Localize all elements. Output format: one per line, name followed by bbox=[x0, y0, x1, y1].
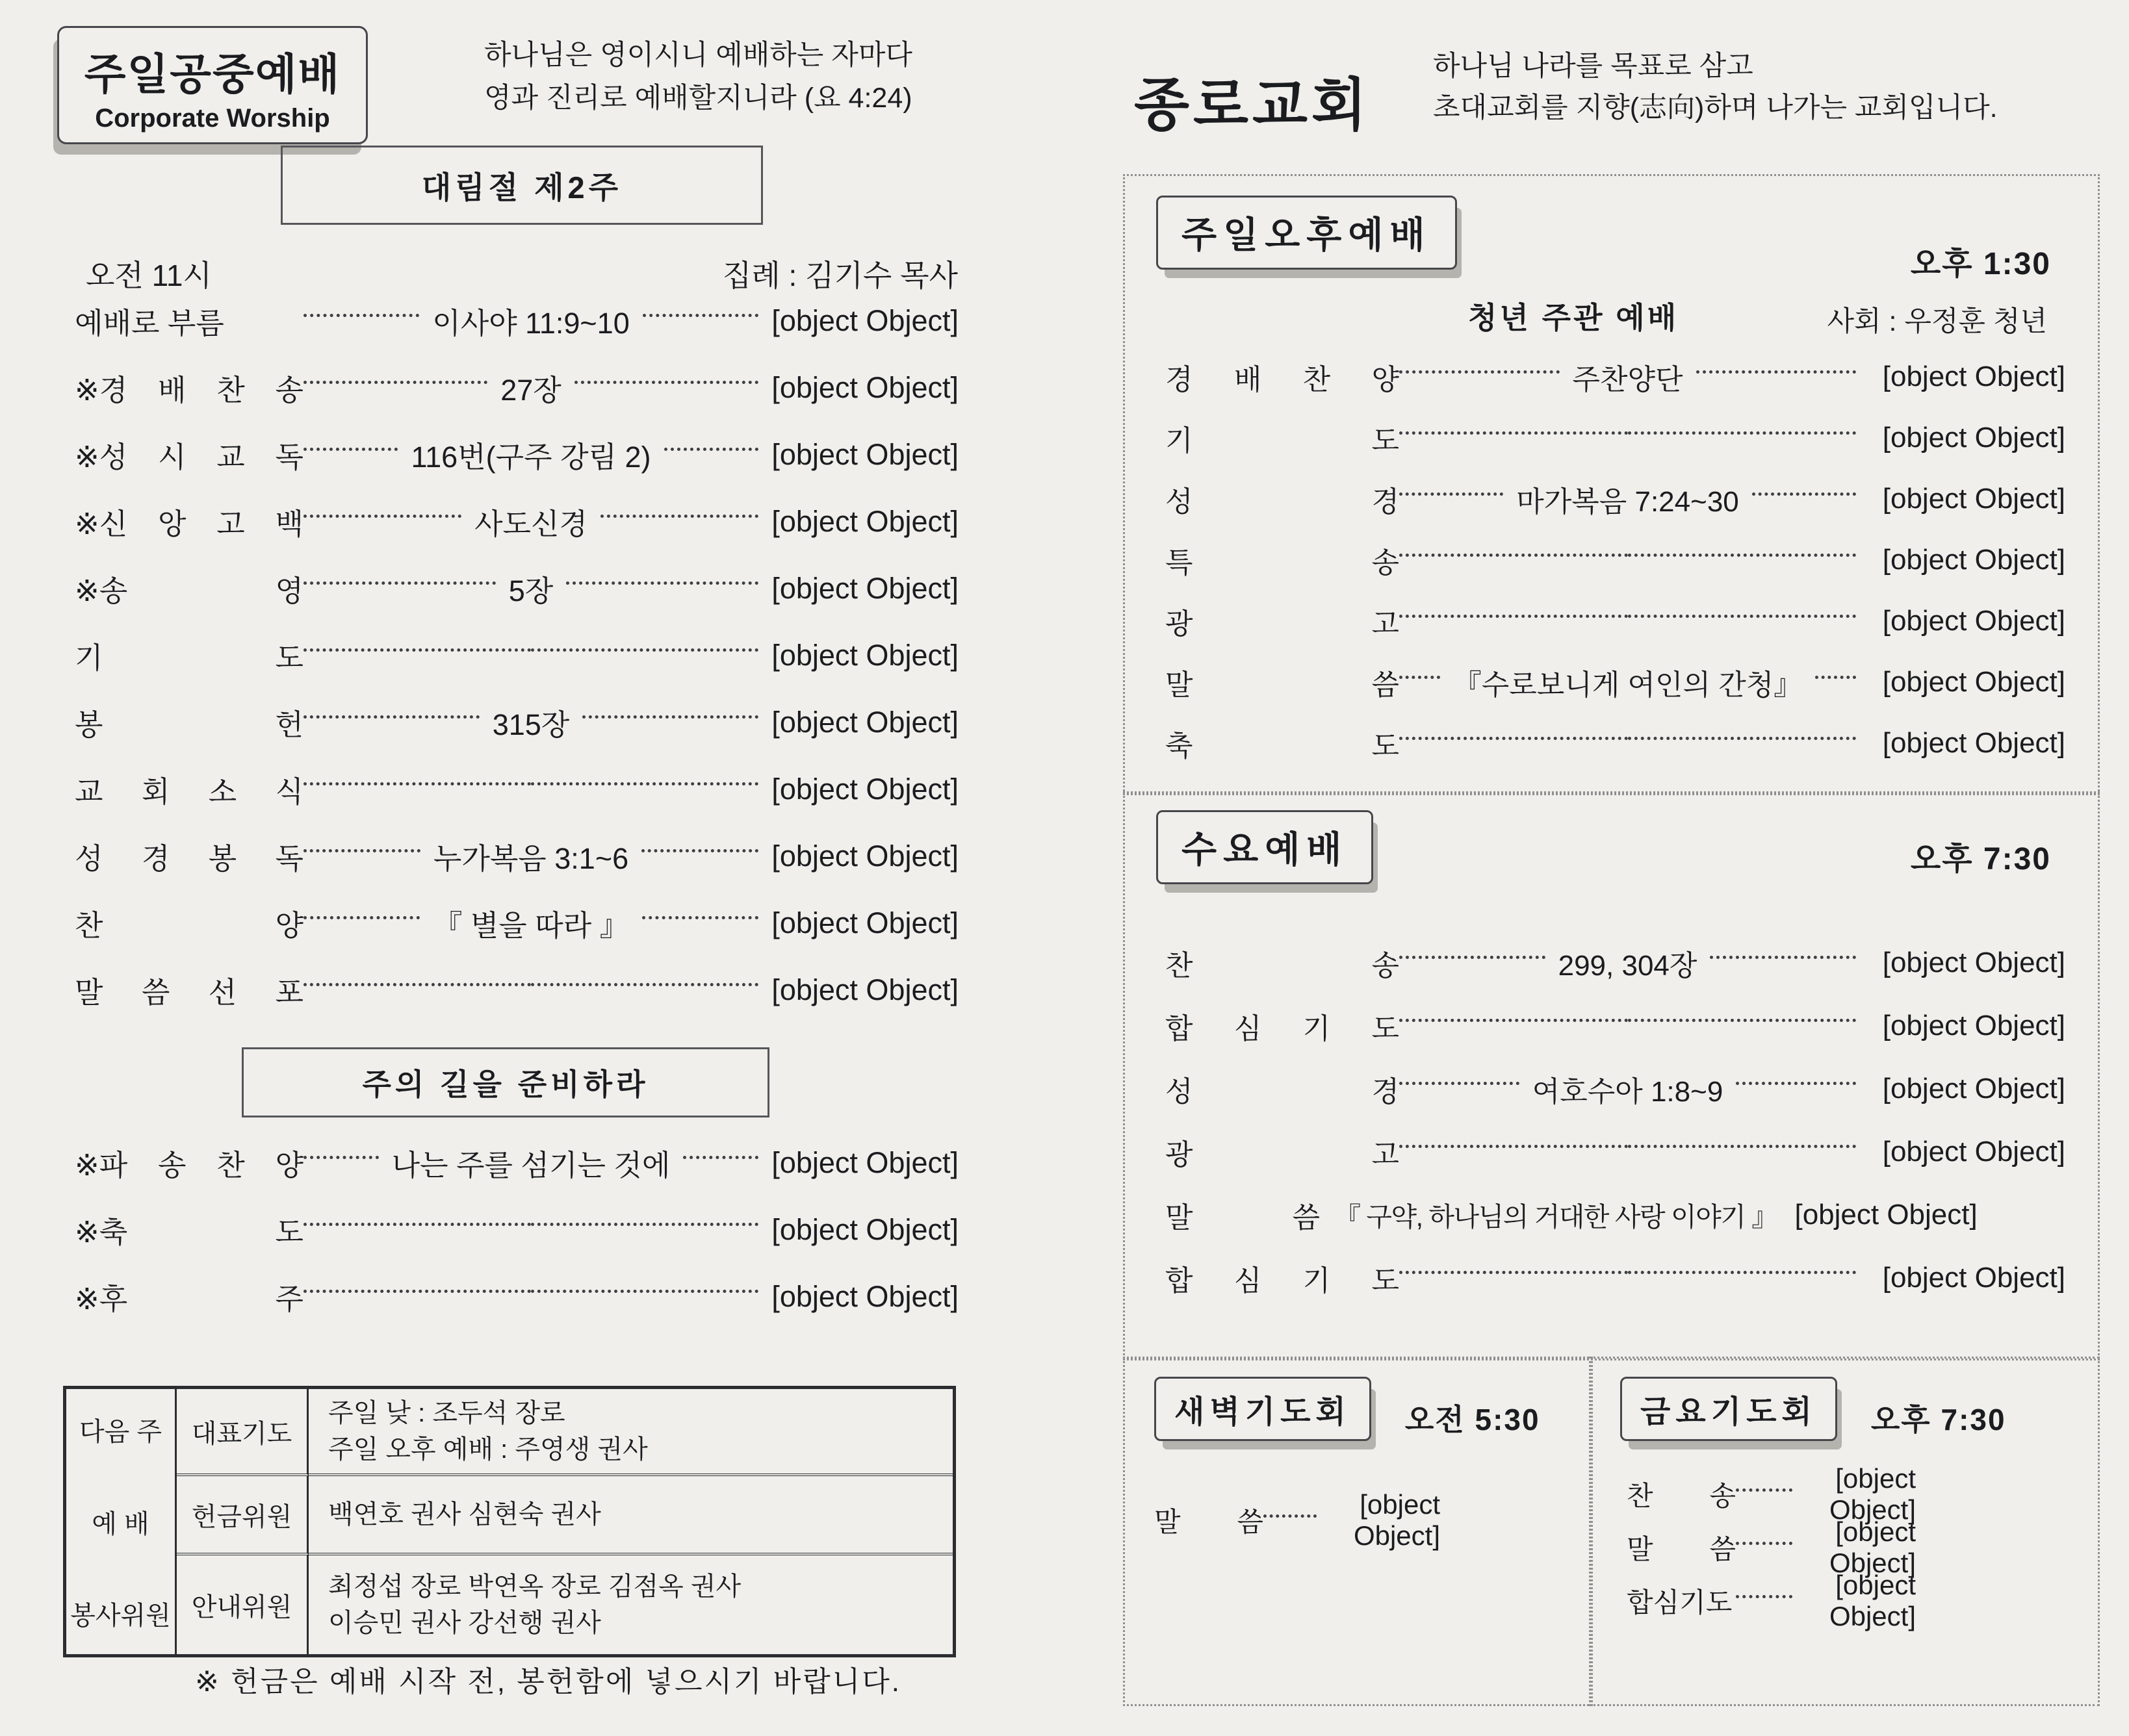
committee-members bbox=[309, 1476, 953, 1555]
order-row bbox=[1165, 1246, 2065, 1309]
order-row bbox=[1165, 468, 2065, 530]
order-content: 이사야 11:9~10 bbox=[432, 307, 630, 340]
committee-header-line: 다음 주 bbox=[79, 1418, 162, 1446]
order-person: [object Object] bbox=[771, 571, 959, 605]
dawn-prayer-time: 오전 5:30 bbox=[1404, 1403, 1540, 1436]
leader-dots bbox=[303, 648, 531, 652]
leader-dots bbox=[1736, 1542, 1792, 1545]
offering-footnote: ※ 헌금은 예배 시작 전, 봉헌함에 넣으시기 바랍니다. bbox=[195, 1666, 901, 1698]
order-person: [object Object] bbox=[1882, 1261, 2065, 1294]
order-person: [object Object] bbox=[1882, 1135, 2065, 1168]
friday-prayer-badge: 금요기도회 bbox=[1620, 1377, 1837, 1441]
committee-header-line: 예 배 bbox=[92, 1509, 149, 1538]
motto-line-2: 초대교회를 지향(志向)하며 나가는 교회입니다. bbox=[1433, 92, 1998, 123]
order-content: 나는 주를 섬기는 것에 bbox=[391, 1149, 671, 1182]
leader-dots bbox=[303, 515, 461, 518]
order-person: [object Object] bbox=[1882, 1072, 2066, 1104]
order-person: [object Object] bbox=[1882, 605, 2065, 637]
wednesday-service-badge: 수요예배 bbox=[1156, 810, 1373, 884]
order-row bbox=[1165, 652, 2065, 713]
leader-dots bbox=[1399, 554, 1628, 557]
leader-dots bbox=[1736, 1488, 1792, 1492]
committee-members bbox=[309, 1389, 953, 1476]
leader-dots bbox=[641, 849, 758, 852]
friday-prayer-time: 오후 7:30 bbox=[1870, 1403, 2006, 1436]
order-label: 기 도 bbox=[1165, 425, 1399, 457]
order-row bbox=[1165, 1057, 2065, 1120]
leader-dots bbox=[531, 648, 758, 652]
order-person: [object Object] bbox=[1829, 1463, 1916, 1525]
order-person: [object Object] bbox=[1882, 422, 2065, 453]
order-row bbox=[75, 889, 959, 956]
leader-dots bbox=[1628, 615, 1857, 618]
afternoon-service-badge: 주일오후예배 bbox=[1156, 196, 1457, 270]
leader-dots bbox=[566, 581, 758, 585]
leader-dots bbox=[1628, 1145, 1857, 1148]
order-row bbox=[1165, 713, 2065, 774]
order-row bbox=[75, 1263, 959, 1330]
order-label: ※신 앙 고 백 bbox=[75, 507, 303, 541]
committee-member-line: 주일 오후 예배 : 주영생 권사 bbox=[328, 1435, 648, 1464]
leader-dots bbox=[1628, 1271, 1857, 1274]
order-label: 광 고 bbox=[1165, 1138, 1399, 1171]
leader-dots bbox=[1399, 370, 1560, 374]
leader-dots bbox=[303, 314, 419, 317]
order-person: [object Object] bbox=[771, 906, 959, 939]
order-row bbox=[1165, 994, 2065, 1057]
order-person: [object Object] bbox=[771, 1145, 959, 1179]
order-row bbox=[1627, 1570, 1916, 1631]
leader-dots bbox=[531, 1290, 758, 1293]
order-person: [object Object] bbox=[1882, 483, 2066, 515]
order-row bbox=[75, 1196, 959, 1263]
leader-dots bbox=[582, 715, 758, 719]
order-person: [object Object] bbox=[1829, 1570, 1916, 1631]
friday-order-list bbox=[1627, 1463, 1916, 1631]
afternoon-moderator: 사회 : 우정훈 청년 bbox=[1827, 306, 2047, 337]
dawn-prayer-box bbox=[1123, 1357, 1593, 1706]
order-content: 『 구약, 하나님의 거대한 사랑 이야기 』 bbox=[1334, 1202, 1777, 1232]
order-person: [object Object] bbox=[771, 303, 959, 337]
leader-dots bbox=[574, 381, 758, 384]
officiant: 집례 : 김기수 목사 bbox=[722, 259, 958, 292]
leader-dots bbox=[303, 782, 531, 785]
afternoon-subtitle: 청년 주관 예배 bbox=[1468, 301, 1679, 335]
season-title: 대림절 제2주 bbox=[421, 170, 623, 205]
leader-dots bbox=[1710, 956, 1856, 959]
dawn-order-list bbox=[1154, 1489, 1440, 1551]
order-row bbox=[75, 622, 959, 689]
leader-dots bbox=[303, 448, 398, 451]
order-row bbox=[1627, 1516, 1916, 1578]
order-person: [object Object] bbox=[771, 504, 959, 538]
order-label: 성 경 bbox=[1165, 1075, 1399, 1108]
committee-table bbox=[63, 1386, 956, 1657]
leader-dots bbox=[303, 849, 420, 852]
order-content: 116번(구주 강림 2) bbox=[411, 440, 651, 474]
order-row bbox=[1165, 1183, 2065, 1246]
order-row bbox=[75, 354, 959, 421]
order-person: [object Object] bbox=[1882, 946, 2065, 978]
leader-dots bbox=[303, 1290, 531, 1293]
wednesday-order-list bbox=[1165, 931, 2065, 1309]
worship-closing-list bbox=[75, 1129, 959, 1330]
worship-order-list bbox=[75, 287, 959, 1023]
order-label: 말 씀 bbox=[1165, 1201, 1320, 1234]
order-content: 여호수아 1:8~9 bbox=[1532, 1075, 1723, 1108]
order-row bbox=[1154, 1489, 1440, 1551]
leader-dots bbox=[1628, 737, 1857, 740]
order-row bbox=[75, 756, 959, 823]
order-label: 경 배 찬 양 bbox=[1165, 364, 1399, 396]
leader-dots bbox=[1263, 1514, 1317, 1518]
order-label: ※후 주 bbox=[75, 1283, 303, 1316]
order-label: 축 도 bbox=[1165, 730, 1399, 762]
wednesday-service-time: 오후 7:30 bbox=[1910, 842, 2051, 876]
order-person: [object Object] bbox=[1882, 544, 2065, 576]
leader-dots bbox=[531, 1223, 758, 1226]
order-row bbox=[1165, 931, 2065, 994]
leader-dots bbox=[1736, 1595, 1792, 1598]
order-person: [object Object] bbox=[1882, 666, 2065, 698]
committee-member-line: 주일 낮 : 조두석 장로 bbox=[328, 1399, 565, 1427]
order-person: [object Object] bbox=[771, 839, 959, 873]
afternoon-service-time: 오후 1:30 bbox=[1910, 247, 2051, 281]
order-label: 특 송 bbox=[1165, 547, 1399, 579]
corporate-worship-badge bbox=[57, 26, 368, 144]
afternoon-service-box bbox=[1123, 174, 2100, 795]
left-page-title-en: Corporate Worship bbox=[95, 104, 330, 133]
order-row bbox=[1165, 407, 2065, 468]
leader-dots bbox=[531, 782, 758, 785]
order-content: 315장 bbox=[492, 708, 570, 741]
order-label: 찬 송 bbox=[1165, 949, 1399, 982]
committee-members bbox=[309, 1555, 953, 1654]
order-label: ※파 송 찬 양 bbox=[75, 1149, 303, 1182]
order-person: [object Object] bbox=[1882, 1009, 2065, 1041]
order-row bbox=[1165, 1120, 2065, 1183]
order-row bbox=[75, 689, 959, 756]
leader-dots bbox=[1736, 1082, 1856, 1085]
order-content: 주찬양단 bbox=[1572, 364, 1683, 396]
order-row bbox=[75, 956, 959, 1023]
leader-dots bbox=[303, 983, 531, 986]
leader-dots bbox=[1399, 615, 1628, 618]
leader-dots bbox=[1399, 737, 1628, 740]
wednesday-service-box bbox=[1123, 791, 2100, 1360]
order-label: ※성 시 교 독 bbox=[75, 440, 303, 474]
order-label: 기 도 bbox=[75, 641, 303, 674]
order-label: 광 고 bbox=[1165, 608, 1399, 640]
leader-dots bbox=[1399, 492, 1503, 496]
header-verse bbox=[484, 34, 912, 120]
leader-dots bbox=[683, 1156, 758, 1159]
leader-dots bbox=[1399, 956, 1545, 959]
order-row bbox=[1165, 346, 2065, 407]
leader-dots bbox=[303, 1223, 531, 1226]
order-label: 봉 헌 bbox=[75, 708, 303, 741]
order-label: 합 심 기 도 bbox=[1165, 1012, 1399, 1045]
order-row bbox=[1627, 1463, 1916, 1525]
committee-category: 헌금위원 bbox=[177, 1476, 309, 1555]
order-content: 299, 304장 bbox=[1558, 949, 1697, 982]
leader-dots bbox=[1399, 1019, 1628, 1022]
left-page-title: 주일공중예배 bbox=[84, 50, 341, 98]
leader-dots bbox=[303, 1156, 379, 1159]
order-content: 『수로보니게 여인의 간청』 bbox=[1452, 669, 1803, 701]
order-person: [object Object] bbox=[771, 1279, 959, 1313]
order-person: [object Object] bbox=[1882, 361, 2066, 392]
order-content: 사도신경 bbox=[474, 507, 587, 541]
order-label: ※축 도 bbox=[75, 1216, 303, 1249]
order-row bbox=[75, 555, 959, 622]
leader-dots bbox=[1696, 370, 1857, 374]
order-label: 합 심 기 도 bbox=[1165, 1264, 1399, 1297]
leader-dots bbox=[1752, 492, 1856, 496]
leader-dots bbox=[664, 448, 758, 451]
dawn-prayer-badge: 새벽기도회 bbox=[1154, 1377, 1371, 1441]
order-label: 찬 송 bbox=[1627, 1481, 1736, 1511]
order-content: 마가복음 7:24~30 bbox=[1516, 486, 1739, 518]
order-row bbox=[1165, 530, 2065, 591]
order-row bbox=[75, 421, 959, 488]
committee-category: 안내위원 bbox=[177, 1555, 309, 1654]
order-label: 말 씀 bbox=[1165, 669, 1399, 701]
order-content: 누가복음 3:1~6 bbox=[433, 842, 629, 875]
leader-dots bbox=[1815, 676, 1856, 679]
order-row bbox=[75, 488, 959, 555]
committee-member-line: 최정섭 장로 박연옥 장로 김점옥 권사 bbox=[328, 1572, 742, 1601]
order-row bbox=[75, 1129, 959, 1196]
order-content: 『 별을 따라 』 bbox=[433, 909, 629, 942]
dawn-prayer-header bbox=[1154, 1377, 1540, 1441]
order-person: [object Object] bbox=[771, 705, 959, 739]
leader-dots bbox=[1399, 1145, 1628, 1148]
sermon-title: 주의 길을 준비하라 bbox=[362, 1067, 649, 1101]
order-person: [object Object] bbox=[771, 370, 959, 404]
order-person: [object Object] bbox=[771, 638, 959, 672]
service-time: 오전 11시 bbox=[86, 259, 212, 292]
order-label: 말 씀 선 포 bbox=[75, 976, 303, 1009]
order-label: 성 경 bbox=[1165, 486, 1399, 518]
order-person: [object Object] bbox=[771, 772, 959, 806]
friday-prayer-header bbox=[1620, 1377, 2006, 1441]
leader-dots bbox=[303, 581, 496, 585]
order-label: 찬 양 bbox=[75, 909, 303, 942]
order-row bbox=[1165, 591, 2065, 652]
leader-dots bbox=[1628, 1019, 1857, 1022]
committee-category: 대표기도 bbox=[177, 1389, 309, 1476]
afternoon-order-list bbox=[1165, 346, 2065, 774]
order-person: [object Object] bbox=[1829, 1516, 1916, 1578]
sermon-title-box bbox=[242, 1047, 769, 1117]
friday-prayer-box bbox=[1589, 1357, 2100, 1706]
leader-dots bbox=[531, 983, 758, 986]
order-label: 예배로 부름 bbox=[75, 307, 224, 340]
leader-dots bbox=[303, 381, 487, 384]
leader-dots bbox=[1399, 1082, 1519, 1085]
order-person: [object Object] bbox=[771, 973, 959, 1006]
order-label: 성 경 봉 독 bbox=[75, 842, 303, 875]
leader-dots bbox=[1628, 554, 1857, 557]
order-content: 5장 bbox=[508, 574, 554, 607]
committee-header-line: 봉사위원 bbox=[70, 1602, 171, 1630]
order-person: [object Object] bbox=[1353, 1489, 1440, 1551]
leader-dots bbox=[303, 715, 480, 719]
committee-row-header bbox=[66, 1389, 177, 1654]
church-motto bbox=[1433, 45, 1998, 129]
order-person: [object Object] bbox=[1794, 1198, 1978, 1231]
committee-member-line: 이승민 권사 강선행 권사 bbox=[328, 1609, 601, 1637]
order-label: 말 씀 bbox=[1627, 1534, 1736, 1564]
committee-member-line: 백연호 권사 심현숙 권사 bbox=[328, 1500, 601, 1529]
order-row bbox=[75, 287, 959, 354]
order-label: 합심기도 bbox=[1627, 1587, 1733, 1618]
leader-dots bbox=[1399, 431, 1628, 435]
order-label: 교 회 소 식 bbox=[75, 775, 303, 808]
order-label: ※송 영 bbox=[75, 574, 303, 607]
order-content: 27장 bbox=[500, 374, 561, 407]
season-box bbox=[281, 146, 763, 225]
leader-dots bbox=[1628, 431, 1857, 435]
leader-dots bbox=[303, 916, 420, 919]
leader-dots bbox=[600, 515, 758, 518]
order-row bbox=[75, 823, 959, 889]
order-label: ※경 배 찬 송 bbox=[75, 374, 303, 407]
order-label: 말 씀 bbox=[1154, 1507, 1263, 1537]
next-week-committee bbox=[63, 1386, 956, 1657]
leader-dots bbox=[643, 314, 758, 317]
order-person: [object Object] bbox=[771, 437, 959, 471]
order-person: [object Object] bbox=[771, 1212, 959, 1246]
verse-line-1: 하나님은 영이시니 예배하는 자마다 bbox=[484, 40, 912, 71]
leader-dots bbox=[1399, 1271, 1628, 1274]
leader-dots bbox=[642, 916, 758, 919]
leader-dots bbox=[1399, 676, 1440, 679]
verse-line-2: 영과 진리로 예배할지니라 (요 4:24) bbox=[484, 83, 912, 114]
order-person: [object Object] bbox=[1882, 727, 2065, 759]
motto-line-1: 하나님 나라를 목표로 삼고 bbox=[1433, 51, 1753, 82]
church-name: 종로교회 bbox=[1134, 73, 1371, 137]
